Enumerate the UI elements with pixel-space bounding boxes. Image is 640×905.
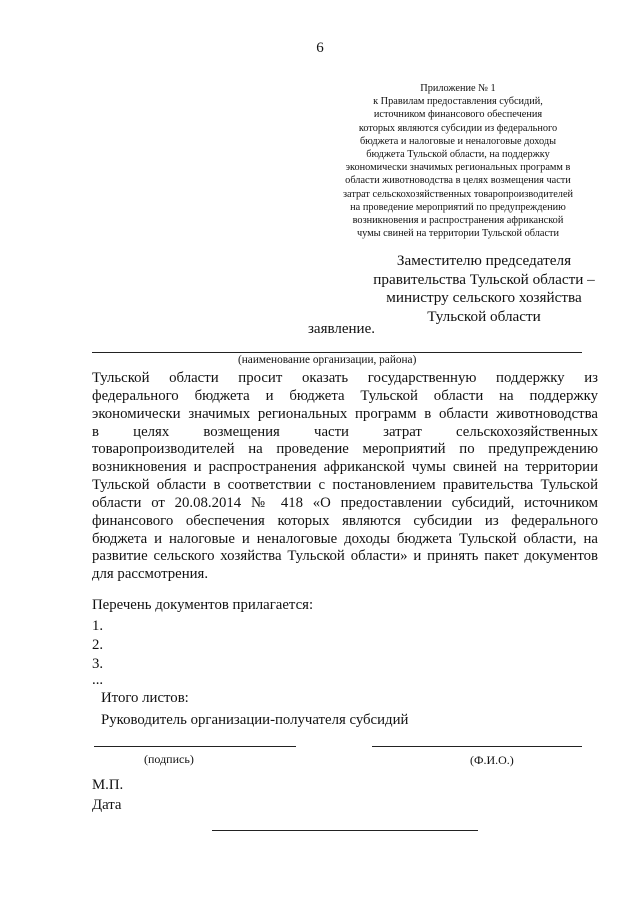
appendix-line: чумы свиней на территории Тульской области — [356, 228, 560, 240]
fio-caption: (Ф.И.О.) — [470, 753, 514, 767]
addressee-line: Заместителю председателя — [396, 252, 572, 269]
fio-line — [372, 746, 582, 747]
body-line: финансового обеспечения которых являются субсидии из федерального — [92, 512, 598, 529]
document-list-item: ... — [92, 672, 104, 688]
body-line: возникновения и распространения африканской чумы свиней на территории — [92, 459, 598, 476]
statement-title: заявление. — [308, 321, 375, 337]
appendix-line: источником финансового обеспечения — [373, 109, 543, 121]
appendix-line: возникновения и распространения африканской — [352, 215, 564, 227]
document-list-item: 3. — [92, 656, 104, 672]
documents-heading: Перечень документов прилагается: — [92, 597, 314, 613]
document-list-item: 2. — [92, 637, 104, 653]
head-of-organization-label: Руководитель организации-получателя субсидий — [101, 712, 409, 728]
addressee-line: Тульской области — [427, 307, 541, 325]
appendix-line: затрат сельскохозяйственных товаропроизводителей — [342, 188, 574, 200]
signature-caption: (подпись) — [144, 752, 194, 766]
page-number: 6 — [316, 40, 324, 56]
appendix-line: которых являются субсидии из федерального — [358, 122, 558, 134]
appendix-line: на проведение мероприятий по предупреждению — [350, 201, 566, 213]
organization-name-caption: (наименование организации, района) — [238, 354, 417, 366]
date-label: Дата — [92, 797, 122, 813]
body-line: Тульской области в соответствии с постановлением правительства Тульской — [92, 477, 598, 494]
statement-body — [92, 370, 598, 584]
appendix-line: экономически значимых региональных программ в — [345, 162, 571, 174]
appendix-header — [290, 82, 626, 240]
stamp-label: М.П. — [92, 777, 124, 793]
appendix-line: бюджета Тульской области, на поддержку — [366, 149, 550, 161]
body-line: экономически значимых региональных программ в области животноводства — [92, 405, 598, 422]
body-line: Тульской области просит оказать государственную поддержку из — [92, 370, 598, 386]
body-line: товаропроизводителей на проведение мероприятий по предупреждению — [92, 441, 598, 458]
addressee-line: правительства Тульской области – — [373, 270, 595, 288]
organization-name-line — [92, 352, 582, 353]
addressee-block — [326, 252, 640, 326]
body-line: федерального бюджета и бюджета Тульской области на поддержку — [92, 387, 598, 404]
body-line: в целях возмещения части затрат сельскохозяйственных — [92, 423, 598, 440]
addressee-line: министру сельского хозяйства — [386, 289, 582, 306]
signature-line — [94, 746, 296, 747]
body-line: области от 20.08.2014 № 418 «О предоставлении субсидий, источником — [92, 494, 598, 511]
body-line: для рассмотрения. — [92, 566, 209, 583]
appendix-line: области животноводства в целях возмещения части — [345, 175, 571, 187]
appendix-line: Приложение № 1 — [420, 83, 496, 94]
body-line: развитие сельского хозяйства Тульской области» и принять пакет документов — [92, 548, 598, 565]
date-line — [212, 830, 478, 831]
total-sheets-label: Итого листов: — [101, 690, 189, 706]
appendix-line: бюджета и налоговые и неналоговые доходы — [359, 135, 557, 147]
body-line: бюджета и налоговые и неналоговые доходы бюджета Тульской области, на — [92, 530, 598, 547]
appendix-line: к Правилам предоставления субсидий, — [373, 96, 543, 108]
document-list-item: 1. — [92, 618, 104, 634]
